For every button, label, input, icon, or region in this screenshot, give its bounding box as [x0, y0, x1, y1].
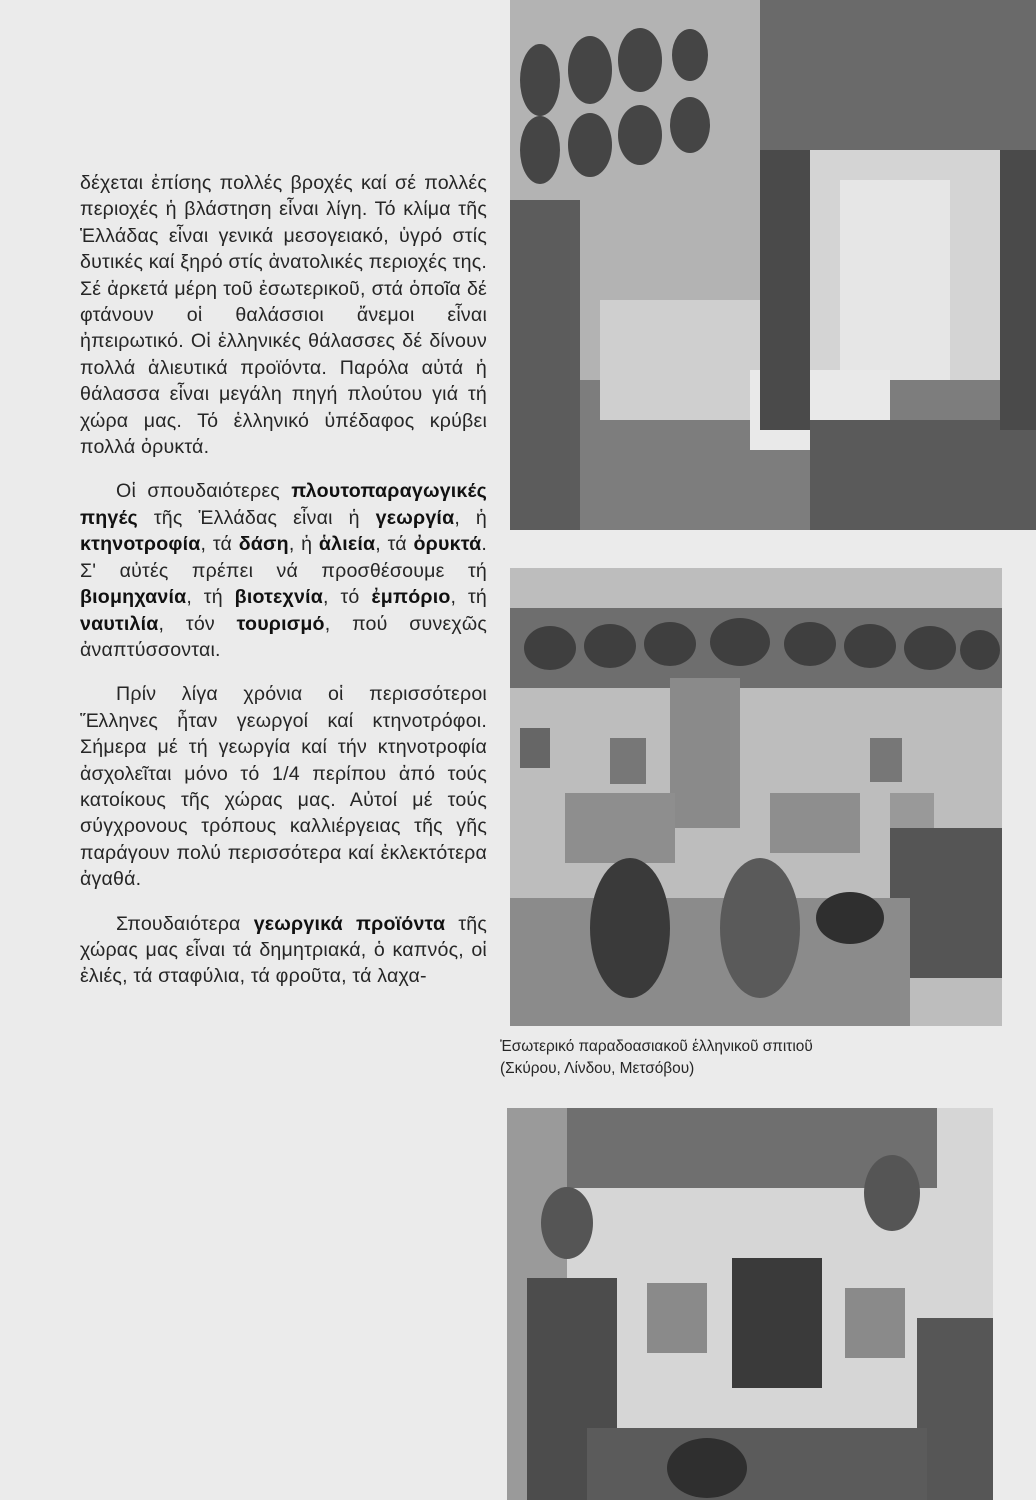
- bold-term: δάση: [238, 533, 289, 556]
- text-run: τῆς Ἑλλάδας εἶναι ἡ: [137, 506, 376, 529]
- bold-term: γεωργία: [375, 506, 455, 529]
- text-run: , τόν: [158, 612, 237, 635]
- text-run: , τό: [323, 586, 372, 609]
- text-run: , τή: [186, 586, 235, 609]
- photo-lindos-interior: [510, 568, 1002, 1026]
- text-run: , τή: [450, 586, 488, 609]
- caption-line-2: (Σκύρου, Λίνδου, Μετσόβου): [500, 1060, 695, 1077]
- bold-term: ἁλιεία: [318, 533, 376, 556]
- text-run: , τά: [200, 533, 239, 556]
- text-run: , ἡ: [288, 533, 319, 556]
- text-run: δέχεται ἐπίσης πολλές βροχές καί σέ πολλές περιοχές ἡ βλάστηση εἶναι λίγη. Τό κλίμα τῆς Ἑλλάδας εἶναι γενικά μεσογειακό, ὑγρό στίς δυτικές καί ξηρό στίς ἀνατολικές περιοχές της. Σέ ἀρκετά μέρη τοῦ ἐσωτερικοῦ, στά ὁποῖα δέ φτάνουν οἱ θαλάσσιοι ἄνεμοι εἶναι ἠπειρωτικό. Οἱ ἑλληνικές θάλασσες δέ δίνουν πολλά ἁλιευτικά προϊόντα. Παρόλα αὐτά ἡ θάλασσα εἶναι μεγάλη πηγή πλούτου γιά τή χώρα μας. Τό ἑλληνικό ὑπέδαφος κρύβει πολλά ὀρυκτά.: [80, 172, 487, 459]
- main-text-column: [80, 170, 487, 1008]
- text-run: τῆς χώρας μας εἶναι τά δημητριακά, ὁ καπνός, οἱ ἐλιές, τά σταφύλια, τά φροῦτα, τά λαχα-: [80, 912, 487, 988]
- photo-caption: [500, 1036, 1000, 1080]
- body-paragraph: [80, 911, 487, 990]
- text-run: . Σ' αὐτές πρέπει νά προσθέσουμε τή: [80, 533, 488, 582]
- body-paragraph: [80, 478, 487, 663]
- bold-term: ναυτιλία: [80, 612, 159, 635]
- caption-line-1: Ἐσωτερικό παραδοασιακοῦ ἑλληνικοῦ σπιτιοῦ: [500, 1038, 813, 1055]
- text-run: , τά: [375, 533, 414, 556]
- text-run: , ἡ: [454, 506, 487, 529]
- text-run: Πρίν λίγα χρόνια οἱ περισσότεροι Ἕλληνες ἦταν γεωργοί καί κτηνοτρόφοι. Σήμερα μέ τή γεωργία καί τήν κτηνοτροφία ἀσχολεῖται μόνο τό 1/4 περίπου ἀπό τούς κατοίκους τῆς χώρας μας. Αὐτοί μέ τούς σύγχρονους τρόπους καλλιέργειας τῆς γῆς παράγουν πολύ περισσότερα καί ἐκλεκτότερα ἀγαθά.: [80, 683, 487, 891]
- bold-term: βιομηχανία: [80, 586, 187, 609]
- bold-term: πλουτοπαραγωγικές πηγές: [80, 480, 487, 529]
- body-paragraph: [80, 681, 487, 892]
- bold-term: ἐμπόριο: [371, 586, 451, 609]
- body-paragraph: [80, 170, 487, 460]
- bold-term: βιοτεχνία: [234, 586, 323, 609]
- photo-metsovo-interior: [507, 1108, 993, 1500]
- bold-term: ὀρυκτά: [413, 533, 482, 556]
- photo-skyros-interior: [510, 0, 1036, 530]
- bold-term: κτηνοτροφία: [80, 533, 201, 556]
- text-run: Οἱ σπουδαιότερες: [116, 480, 292, 503]
- bold-term: τουρισμό: [236, 612, 325, 635]
- text-run: Σπουδαιότερα: [116, 912, 254, 935]
- text-run: , πού συνεχῶς ἀναπτύσσονται.: [80, 612, 488, 661]
- bold-term: γεωργικά προϊόντα: [253, 912, 446, 935]
